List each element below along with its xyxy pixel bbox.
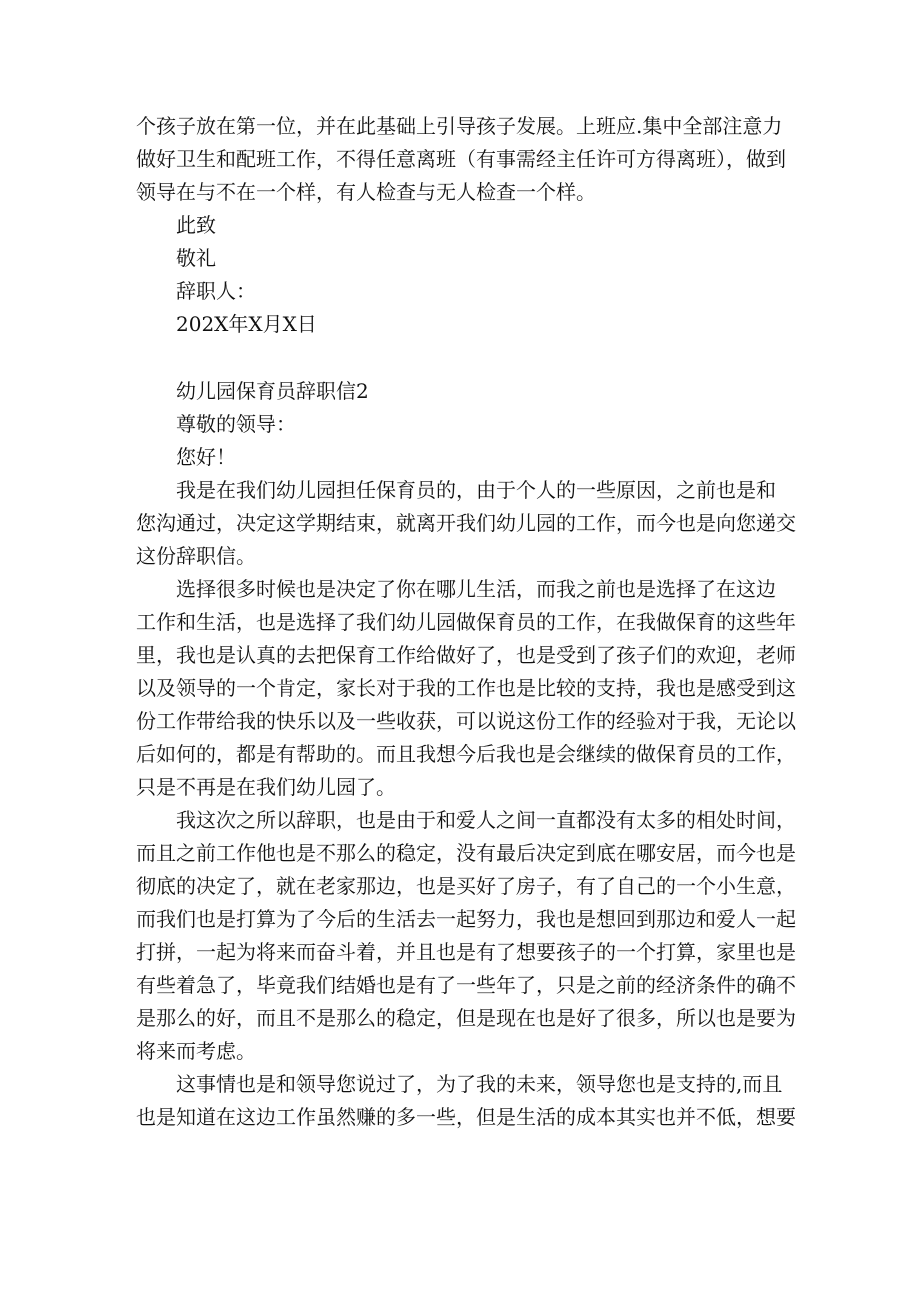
text-line: 是那么的好，而且不是那么的稳定，但是现在也是好了很多，所以也是要为 bbox=[136, 1006, 796, 1030]
text-line: 后如何的，都是有帮助的。而且我想今后我也是会继续的做保育员的工作， bbox=[136, 742, 796, 766]
text-line: 这事情也是和领导您说过了，为了我的未来，领导您也是支持的,而且 bbox=[176, 1072, 783, 1096]
text-line: 而我们也是打算为了今后的生活去一起努力，我也是想回到那边和爱人一起 bbox=[136, 907, 796, 931]
closing-regards: 敬礼 bbox=[176, 246, 216, 270]
text-line: 选择很多时候也是决定了你在哪儿生活，而我之前也是选择了在这边 bbox=[176, 577, 776, 601]
text-line: 有些着急了，毕竟我们结婚也是有了一些年了，只是之前的经济条件的确不 bbox=[136, 973, 796, 997]
letter-greeting: 尊敬的领导： bbox=[176, 412, 296, 436]
text-line: 以及领导的一个肯定，家长对于我的工作也是比较的支持，我也是感受到这 bbox=[136, 676, 796, 700]
text-line: 这份辞职信。 bbox=[136, 544, 256, 568]
text-line: 打拼，一起为将来而奋斗着，并且也是有了想要孩子的一个打算，家里也是 bbox=[136, 940, 796, 964]
text-line: 也是知道在这边工作虽然赚的多一些，但是生活的成本其实也并不低，想要 bbox=[136, 1105, 796, 1129]
text-line: 领导在与不在一个样，有人检查与无人检查一个样。 bbox=[136, 180, 596, 204]
blank-line bbox=[136, 341, 788, 375]
text-line: 我这次之所以辞职，也是由于和爱人之间一直都没有太多的相处时间， bbox=[176, 808, 796, 832]
signature-label: 辞职人： bbox=[176, 279, 256, 303]
text-line: 只是不再是在我们幼儿园了。 bbox=[136, 775, 396, 799]
text-line: 我是在我们幼儿园担任保育员的，由于个人的一些原因，之前也是和 bbox=[176, 478, 776, 502]
letter-date: 202X年X月X日 bbox=[176, 312, 317, 336]
letter-title: 幼儿园保育员辞职信2 bbox=[176, 379, 369, 403]
text-line: 而且之前工作他也是不那么的稳定，没有最后决定到底在哪安居，而今也是 bbox=[136, 841, 796, 865]
text-line: 个孩子放在第一位，并在此基础上引导孩子发展。上班应.集中全部注意力 bbox=[136, 114, 783, 138]
document-body bbox=[136, 110, 796, 1134]
closing-salutation: 此致 bbox=[176, 213, 216, 237]
text-line: 做好卫生和配班工作，不得任意离班（有事需经主任许可方得离班），做到 bbox=[136, 147, 786, 171]
text-line: 份工作带给我的快乐以及一些收获，可以说这份工作的经验对于我，无论以 bbox=[136, 709, 796, 733]
text-line: 里，我也是认真的去把保育工作给做好了，也是受到了孩子们的欢迎，老师 bbox=[136, 643, 796, 667]
letter-hello: 您好！ bbox=[176, 445, 236, 469]
text-line: 将来而考虑。 bbox=[136, 1039, 256, 1063]
text-line: 工作和生活，也是选择了我们幼儿园做保育员的工作，在我做保育的这些年 bbox=[136, 610, 796, 634]
text-line: 彻底的决定了，就在老家那边，也是买好了房子，有了自己的一个小生意， bbox=[136, 874, 796, 898]
text-line: 您沟通过，决定这学期结束，就离开我们幼儿园的工作，而今也是向您递交 bbox=[136, 511, 796, 535]
